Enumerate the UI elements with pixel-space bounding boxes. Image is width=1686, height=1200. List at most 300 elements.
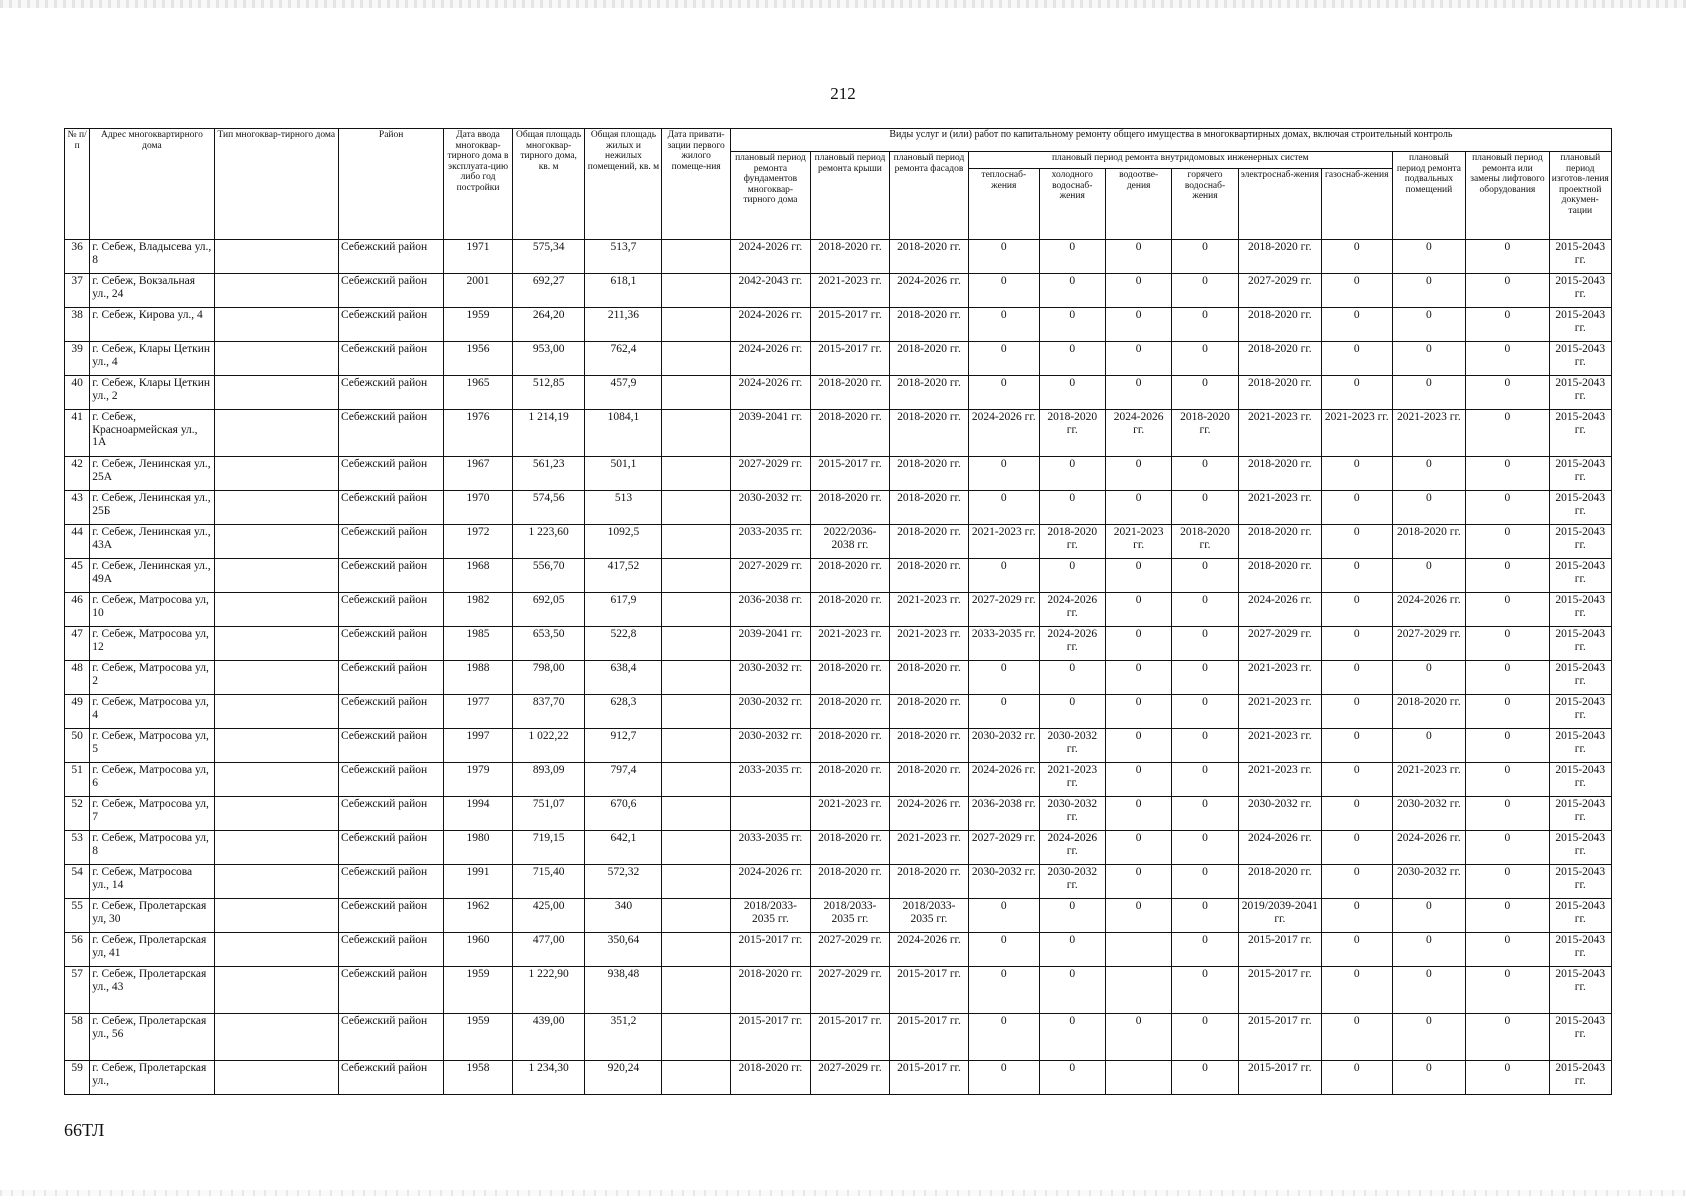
cell-lift: 0 xyxy=(1466,865,1549,899)
cell-living: 457,9 xyxy=(585,376,662,410)
table-row xyxy=(65,1061,1612,1095)
header-cold-water: холодного водоснаб-жения xyxy=(1039,169,1105,240)
cell-base: 0 xyxy=(1392,661,1466,695)
table-row xyxy=(65,729,1612,763)
cell-roof: 2018-2020 гг. xyxy=(810,593,889,627)
cell-living: 618,1 xyxy=(585,274,662,308)
repair-schedule-table xyxy=(64,128,1612,1095)
cell-type xyxy=(214,1014,338,1061)
cell-type xyxy=(214,593,338,627)
cell-total: 1 022,22 xyxy=(512,729,585,763)
cell-drain: 0 xyxy=(1105,729,1171,763)
footer-code: 66ТЛ xyxy=(64,1120,105,1140)
cell-year: 1991 xyxy=(444,865,512,899)
cell-district: Себежский район xyxy=(338,933,443,967)
cell-total: 751,07 xyxy=(512,797,585,831)
cell-priv xyxy=(662,274,730,308)
cell-found: 2024-2026 гг. xyxy=(730,342,810,376)
cell-cold: 0 xyxy=(1039,967,1105,1014)
cell-type xyxy=(214,967,338,1014)
cell-n: 55 xyxy=(65,899,90,933)
cell-total: 719,15 xyxy=(512,831,585,865)
cell-cold: 0 xyxy=(1039,1061,1105,1095)
cell-n: 39 xyxy=(65,342,90,376)
header-privatization-date: Дата привати-зации первого жилого помеще-ния xyxy=(662,129,730,240)
cell-elec: 2018-2020 гг. xyxy=(1238,342,1321,376)
cell-found: 2039-2041 гг. xyxy=(730,627,810,661)
cell-gas: 0 xyxy=(1321,1061,1392,1095)
cell-lift: 0 xyxy=(1466,491,1549,525)
cell-facade: 2024-2026 гг. xyxy=(889,933,968,967)
cell-lift: 0 xyxy=(1466,661,1549,695)
cell-heat: 0 xyxy=(968,899,1039,933)
cell-n: 47 xyxy=(65,627,90,661)
cell-priv xyxy=(662,376,730,410)
cell-living: 572,32 xyxy=(585,865,662,899)
cell-facade: 2018-2020 гг. xyxy=(889,865,968,899)
cell-total: 1 222,90 xyxy=(512,967,585,1014)
table-row xyxy=(65,933,1612,967)
cell-year: 1997 xyxy=(444,729,512,763)
cell-total: 1 223,60 xyxy=(512,525,585,559)
cell-elec: 2027-2029 гг. xyxy=(1238,274,1321,308)
cell-gas: 0 xyxy=(1321,763,1392,797)
table-row xyxy=(65,865,1612,899)
cell-cold: 0 xyxy=(1039,899,1105,933)
cell-hot: 2018-2020 гг. xyxy=(1172,410,1238,457)
cell-roof: 2022/2036-2038 гг. xyxy=(810,525,889,559)
cell-n: 43 xyxy=(65,491,90,525)
cell-district: Себежский район xyxy=(338,593,443,627)
cell-total: 574,56 xyxy=(512,491,585,525)
cell-district: Себежский район xyxy=(338,240,443,274)
cell-n: 54 xyxy=(65,865,90,899)
cell-lift: 0 xyxy=(1466,593,1549,627)
cell-cold: 2024-2026 гг. xyxy=(1039,593,1105,627)
cell-drain: 0 xyxy=(1105,308,1171,342)
cell-found: 2015-2017 гг. xyxy=(730,933,810,967)
cell-elec: 2018-2020 гг. xyxy=(1238,525,1321,559)
cell-addr: г. Себеж, Пролетарская ул, 41 xyxy=(90,933,214,967)
cell-n: 45 xyxy=(65,559,90,593)
cell-elec: 2018-2020 гг. xyxy=(1238,457,1321,491)
cell-living: 1084,1 xyxy=(585,410,662,457)
cell-roof: 2021-2023 гг. xyxy=(810,797,889,831)
cell-addr: г. Себеж, Матросова ул, 2 xyxy=(90,661,214,695)
cell-design: 2015-2043 гг. xyxy=(1549,491,1611,525)
cell-type xyxy=(214,342,338,376)
table-row xyxy=(65,240,1612,274)
header-hot-water: горячего водоснаб-жения xyxy=(1172,169,1238,240)
cell-drain: 0 xyxy=(1105,491,1171,525)
cell-lift: 0 xyxy=(1466,1061,1549,1095)
cell-facade: 2018-2020 гг. xyxy=(889,240,968,274)
cell-lift: 0 xyxy=(1466,410,1549,457)
cell-design: 2015-2043 гг. xyxy=(1549,410,1611,457)
cell-district: Себежский район xyxy=(338,1061,443,1095)
cell-elec: 2015-2017 гг. xyxy=(1238,933,1321,967)
table-row xyxy=(65,627,1612,661)
cell-living: 1092,5 xyxy=(585,525,662,559)
cell-lift: 0 xyxy=(1466,274,1549,308)
cell-facade: 2018-2020 гг. xyxy=(889,308,968,342)
cell-addr: г. Себеж, Ленинская ул., 25Б xyxy=(90,491,214,525)
cell-gas: 0 xyxy=(1321,933,1392,967)
cell-drain: 0 xyxy=(1105,865,1171,899)
cell-drain: 0 xyxy=(1105,627,1171,661)
cell-priv xyxy=(662,410,730,457)
cell-gas: 0 xyxy=(1321,831,1392,865)
cell-type xyxy=(214,376,338,410)
cell-hot: 0 xyxy=(1172,308,1238,342)
cell-lift: 0 xyxy=(1466,559,1549,593)
cell-priv xyxy=(662,593,730,627)
cell-type xyxy=(214,457,338,491)
cell-base: 2027-2029 гг. xyxy=(1392,627,1466,661)
cell-n: 58 xyxy=(65,1014,90,1061)
cell-elec: 2015-2017 гг. xyxy=(1238,1061,1321,1095)
cell-found: 2027-2029 гг. xyxy=(730,457,810,491)
cell-living: 522,8 xyxy=(585,627,662,661)
cell-year: 1985 xyxy=(444,627,512,661)
cell-type xyxy=(214,899,338,933)
cell-roof: 2018-2020 гг. xyxy=(810,240,889,274)
cell-base: 0 xyxy=(1392,274,1466,308)
cell-type xyxy=(214,308,338,342)
cell-design: 2015-2043 гг. xyxy=(1549,797,1611,831)
cell-design: 2015-2043 гг. xyxy=(1549,865,1611,899)
cell-heat: 2024-2026 гг. xyxy=(968,410,1039,457)
cell-total: 692,27 xyxy=(512,274,585,308)
cell-district: Себежский район xyxy=(338,695,443,729)
cell-cold: 0 xyxy=(1039,661,1105,695)
cell-total: 425,00 xyxy=(512,899,585,933)
cell-elec: 2018-2020 гг. xyxy=(1238,308,1321,342)
cell-found: 2027-2029 гг. xyxy=(730,559,810,593)
cell-priv xyxy=(662,559,730,593)
cell-facade: 2021-2023 гг. xyxy=(889,627,968,661)
cell-type xyxy=(214,525,338,559)
cell-heat: 0 xyxy=(968,933,1039,967)
cell-heat: 0 xyxy=(968,1061,1039,1095)
cell-total: 439,00 xyxy=(512,1014,585,1061)
cell-gas: 0 xyxy=(1321,899,1392,933)
cell-elec: 2024-2026 гг. xyxy=(1238,831,1321,865)
cell-year: 1982 xyxy=(444,593,512,627)
table-row xyxy=(65,376,1612,410)
cell-hot: 0 xyxy=(1172,967,1238,1014)
cell-cold: 2030-2032 гг. xyxy=(1039,865,1105,899)
table-row xyxy=(65,525,1612,559)
cell-n: 52 xyxy=(65,797,90,831)
cell-type xyxy=(214,559,338,593)
cell-living: 642,1 xyxy=(585,831,662,865)
cell-roof: 2018-2020 гг. xyxy=(810,661,889,695)
cell-total: 264,20 xyxy=(512,308,585,342)
cell-year: 1956 xyxy=(444,342,512,376)
cell-priv xyxy=(662,797,730,831)
cell-found: 2030-2032 гг. xyxy=(730,491,810,525)
cell-gas: 2021-2023 гг. xyxy=(1321,410,1392,457)
cell-year: 1959 xyxy=(444,967,512,1014)
cell-facade: 2018-2020 гг. xyxy=(889,729,968,763)
cell-hot: 0 xyxy=(1172,274,1238,308)
cell-base: 0 xyxy=(1392,376,1466,410)
cell-hot: 0 xyxy=(1172,1014,1238,1061)
cell-design: 2015-2043 гг. xyxy=(1549,933,1611,967)
cell-total: 561,23 xyxy=(512,457,585,491)
cell-base: 2030-2032 гг. xyxy=(1392,797,1466,831)
cell-priv xyxy=(662,308,730,342)
cell-living: 617,9 xyxy=(585,593,662,627)
cell-hot: 0 xyxy=(1172,240,1238,274)
header-gas: газоснаб-жения xyxy=(1321,169,1392,240)
cell-roof: 2018-2020 гг. xyxy=(810,695,889,729)
cell-facade: 2018-2020 гг. xyxy=(889,763,968,797)
cell-gas: 0 xyxy=(1321,376,1392,410)
cell-cold: 0 xyxy=(1039,933,1105,967)
cell-lift: 0 xyxy=(1466,457,1549,491)
cell-n: 44 xyxy=(65,525,90,559)
cell-type xyxy=(214,410,338,457)
cell-elec: 2021-2023 гг. xyxy=(1238,695,1321,729)
cell-year: 1980 xyxy=(444,831,512,865)
cell-base: 0 xyxy=(1392,1061,1466,1095)
cell-n: 49 xyxy=(65,695,90,729)
cell-district: Себежский район xyxy=(338,274,443,308)
cell-hot: 0 xyxy=(1172,559,1238,593)
cell-design: 2015-2043 гг. xyxy=(1549,1014,1611,1061)
cell-found: 2042-2043 гг. xyxy=(730,274,810,308)
cell-addr: г. Себеж, Пролетарская ул., 56 xyxy=(90,1014,214,1061)
cell-cold: 2018-2020 гг. xyxy=(1039,410,1105,457)
header-electricity: электроснаб-жения xyxy=(1238,169,1321,240)
cell-addr: г. Себеж, Ленинская ул., 25А xyxy=(90,457,214,491)
cell-total: 893,09 xyxy=(512,763,585,797)
cell-priv xyxy=(662,627,730,661)
cell-elec: 2018-2020 гг. xyxy=(1238,559,1321,593)
cell-n: 40 xyxy=(65,376,90,410)
cell-elec: 2018-2020 гг. xyxy=(1238,240,1321,274)
cell-roof: 2018-2020 гг. xyxy=(810,376,889,410)
cell-found: 2018-2020 гг. xyxy=(730,967,810,1014)
cell-district: Себежский район xyxy=(338,342,443,376)
cell-living: 920,24 xyxy=(585,1061,662,1095)
cell-total: 512,85 xyxy=(512,376,585,410)
cell-facade: 2018-2020 гг. xyxy=(889,661,968,695)
cell-year: 1959 xyxy=(444,1014,512,1061)
cell-design: 2015-2043 гг. xyxy=(1549,831,1611,865)
cell-addr: г. Себеж, Матросова ул, 5 xyxy=(90,729,214,763)
cell-addr: г. Себеж, Матросова ул, 8 xyxy=(90,831,214,865)
cell-facade: 2015-2017 гг. xyxy=(889,1014,968,1061)
cell-type xyxy=(214,661,338,695)
cell-total: 556,70 xyxy=(512,559,585,593)
cell-found: 2030-2032 гг. xyxy=(730,661,810,695)
cell-type xyxy=(214,865,338,899)
cell-elec: 2021-2023 гг. xyxy=(1238,729,1321,763)
cell-facade: 2015-2017 гг. xyxy=(889,967,968,1014)
cell-total: 692,05 xyxy=(512,593,585,627)
table-row xyxy=(65,763,1612,797)
cell-living: 417,52 xyxy=(585,559,662,593)
cell-year: 1971 xyxy=(444,240,512,274)
cell-living: 501,1 xyxy=(585,457,662,491)
cell-found: 2033-2035 гг. xyxy=(730,831,810,865)
cell-cold: 0 xyxy=(1039,376,1105,410)
cell-priv xyxy=(662,661,730,695)
cell-cold: 2024-2026 гг. xyxy=(1039,831,1105,865)
cell-hot: 0 xyxy=(1172,763,1238,797)
cell-type xyxy=(214,933,338,967)
cell-drain: 0 xyxy=(1105,763,1171,797)
cell-drain: 0 xyxy=(1105,342,1171,376)
cell-found: 2024-2026 гг. xyxy=(730,865,810,899)
cell-cold: 0 xyxy=(1039,342,1105,376)
cell-drain: 0 xyxy=(1105,593,1171,627)
cell-addr: г. Себеж, Матросова ул, 10 xyxy=(90,593,214,627)
cell-facade: 2018-2020 гг. xyxy=(889,525,968,559)
cell-design: 2015-2043 гг. xyxy=(1549,1061,1611,1095)
cell-roof: 2015-2017 гг. xyxy=(810,1014,889,1061)
cell-year: 1988 xyxy=(444,661,512,695)
table-row xyxy=(65,342,1612,376)
cell-heat: 0 xyxy=(968,1014,1039,1061)
cell-district: Себежский район xyxy=(338,661,443,695)
cell-design: 2015-2043 гг. xyxy=(1549,376,1611,410)
cell-year: 1994 xyxy=(444,797,512,831)
cell-n: 50 xyxy=(65,729,90,763)
cell-elec: 2027-2029 гг. xyxy=(1238,627,1321,661)
cell-type xyxy=(214,240,338,274)
table-row xyxy=(65,593,1612,627)
cell-cold: 0 xyxy=(1039,240,1105,274)
cell-addr: г. Себеж, Клары Цеткин ул., 2 xyxy=(90,376,214,410)
cell-elec: 2018-2020 гг. xyxy=(1238,376,1321,410)
cell-type xyxy=(214,274,338,308)
cell-living: 628,3 xyxy=(585,695,662,729)
cell-total: 575,34 xyxy=(512,240,585,274)
cell-heat: 0 xyxy=(968,695,1039,729)
header-heating: теплоснаб-жения xyxy=(968,169,1039,240)
header-engineering-group: плановый период ремонта внутридомовых инженерных систем xyxy=(968,152,1392,169)
cell-design: 2015-2043 гг. xyxy=(1549,274,1611,308)
cell-type xyxy=(214,627,338,661)
cell-facade: 2018/2033-2035 гг. xyxy=(889,899,968,933)
cell-facade: 2024-2026 гг. xyxy=(889,797,968,831)
cell-hot: 0 xyxy=(1172,376,1238,410)
cell-elec: 2021-2023 гг. xyxy=(1238,661,1321,695)
cell-n: 48 xyxy=(65,661,90,695)
table-row xyxy=(65,831,1612,865)
cell-type xyxy=(214,491,338,525)
cell-cold: 0 xyxy=(1039,559,1105,593)
cell-roof: 2015-2017 гг. xyxy=(810,308,889,342)
cell-hot: 0 xyxy=(1172,865,1238,899)
cell-priv xyxy=(662,695,730,729)
cell-cold: 0 xyxy=(1039,308,1105,342)
cell-base: 0 xyxy=(1392,342,1466,376)
cell-base: 2024-2026 гг. xyxy=(1392,593,1466,627)
cell-drain xyxy=(1105,1061,1171,1095)
cell-district: Себежский район xyxy=(338,763,443,797)
cell-priv xyxy=(662,729,730,763)
cell-type xyxy=(214,763,338,797)
cell-base: 0 xyxy=(1392,899,1466,933)
cell-drain: 0 xyxy=(1105,831,1171,865)
header-type: Тип многоквар-тирного дома xyxy=(214,129,338,240)
table-row xyxy=(65,695,1612,729)
cell-found: 2024-2026 гг. xyxy=(730,376,810,410)
cell-priv xyxy=(662,899,730,933)
cell-district: Себежский район xyxy=(338,865,443,899)
cell-roof: 2027-2029 гг. xyxy=(810,967,889,1014)
cell-type xyxy=(214,729,338,763)
cell-year: 1979 xyxy=(444,763,512,797)
cell-cold: 2018-2020 гг. xyxy=(1039,525,1105,559)
cell-roof: 2018-2020 гг. xyxy=(810,491,889,525)
cell-heat: 2024-2026 гг. xyxy=(968,763,1039,797)
cell-facade: 2024-2026 гг. xyxy=(889,274,968,308)
cell-n: 41 xyxy=(65,410,90,457)
cell-cold: 2030-2032 гг. xyxy=(1039,797,1105,831)
cell-hot: 0 xyxy=(1172,342,1238,376)
cell-cold: 2024-2026 гг. xyxy=(1039,627,1105,661)
cell-district: Себежский район xyxy=(338,525,443,559)
cell-hot: 0 xyxy=(1172,899,1238,933)
cell-year: 1962 xyxy=(444,899,512,933)
header-drainage: водоотве-дения xyxy=(1105,169,1171,240)
cell-gas: 0 xyxy=(1321,525,1392,559)
cell-facade: 2018-2020 гг. xyxy=(889,376,968,410)
cell-drain xyxy=(1105,933,1171,967)
cell-found: 2030-2032 гг. xyxy=(730,695,810,729)
cell-addr: г. Себеж, Ленинская ул., 49А xyxy=(90,559,214,593)
header-district: Район xyxy=(338,129,443,240)
cell-found: 2024-2026 гг. xyxy=(730,308,810,342)
cell-roof: 2018/2033-2035 гг. xyxy=(810,899,889,933)
cell-hot: 0 xyxy=(1172,593,1238,627)
cell-elec: 2015-2017 гг. xyxy=(1238,967,1321,1014)
header-facade: плановый период ремонта фасадов xyxy=(889,152,968,240)
header-elevator: плановый период ремонта или замены лифтового оборудования xyxy=(1466,152,1549,240)
cell-roof: 2018-2020 гг. xyxy=(810,763,889,797)
cell-roof: 2027-2029 гг. xyxy=(810,1061,889,1095)
cell-heat: 2027-2029 гг. xyxy=(968,593,1039,627)
cell-elec: 2018-2020 гг. xyxy=(1238,865,1321,899)
cell-gas: 0 xyxy=(1321,865,1392,899)
cell-addr: г. Себеж, Матросова ул, 4 xyxy=(90,695,214,729)
cell-heat: 0 xyxy=(968,342,1039,376)
cell-year: 1977 xyxy=(444,695,512,729)
cell-found: 2033-2035 гг. xyxy=(730,525,810,559)
cell-base: 2024-2026 гг. xyxy=(1392,831,1466,865)
cell-cold: 0 xyxy=(1039,457,1105,491)
cell-hot: 0 xyxy=(1172,831,1238,865)
cell-roof: 2018-2020 гг. xyxy=(810,410,889,457)
cell-total: 953,00 xyxy=(512,342,585,376)
cell-elec: 2015-2017 гг. xyxy=(1238,1014,1321,1061)
cell-roof: 2018-2020 гг. xyxy=(810,559,889,593)
cell-design: 2015-2043 гг. xyxy=(1549,729,1611,763)
cell-living: 938,48 xyxy=(585,967,662,1014)
cell-design: 2015-2043 гг. xyxy=(1549,240,1611,274)
cell-n: 59 xyxy=(65,1061,90,1095)
cell-addr: г. Себеж, Красноармейская ул., 1А xyxy=(90,410,214,457)
cell-year: 2001 xyxy=(444,274,512,308)
cell-cold: 2021-2023 гг. xyxy=(1039,763,1105,797)
cell-living: 350,64 xyxy=(585,933,662,967)
